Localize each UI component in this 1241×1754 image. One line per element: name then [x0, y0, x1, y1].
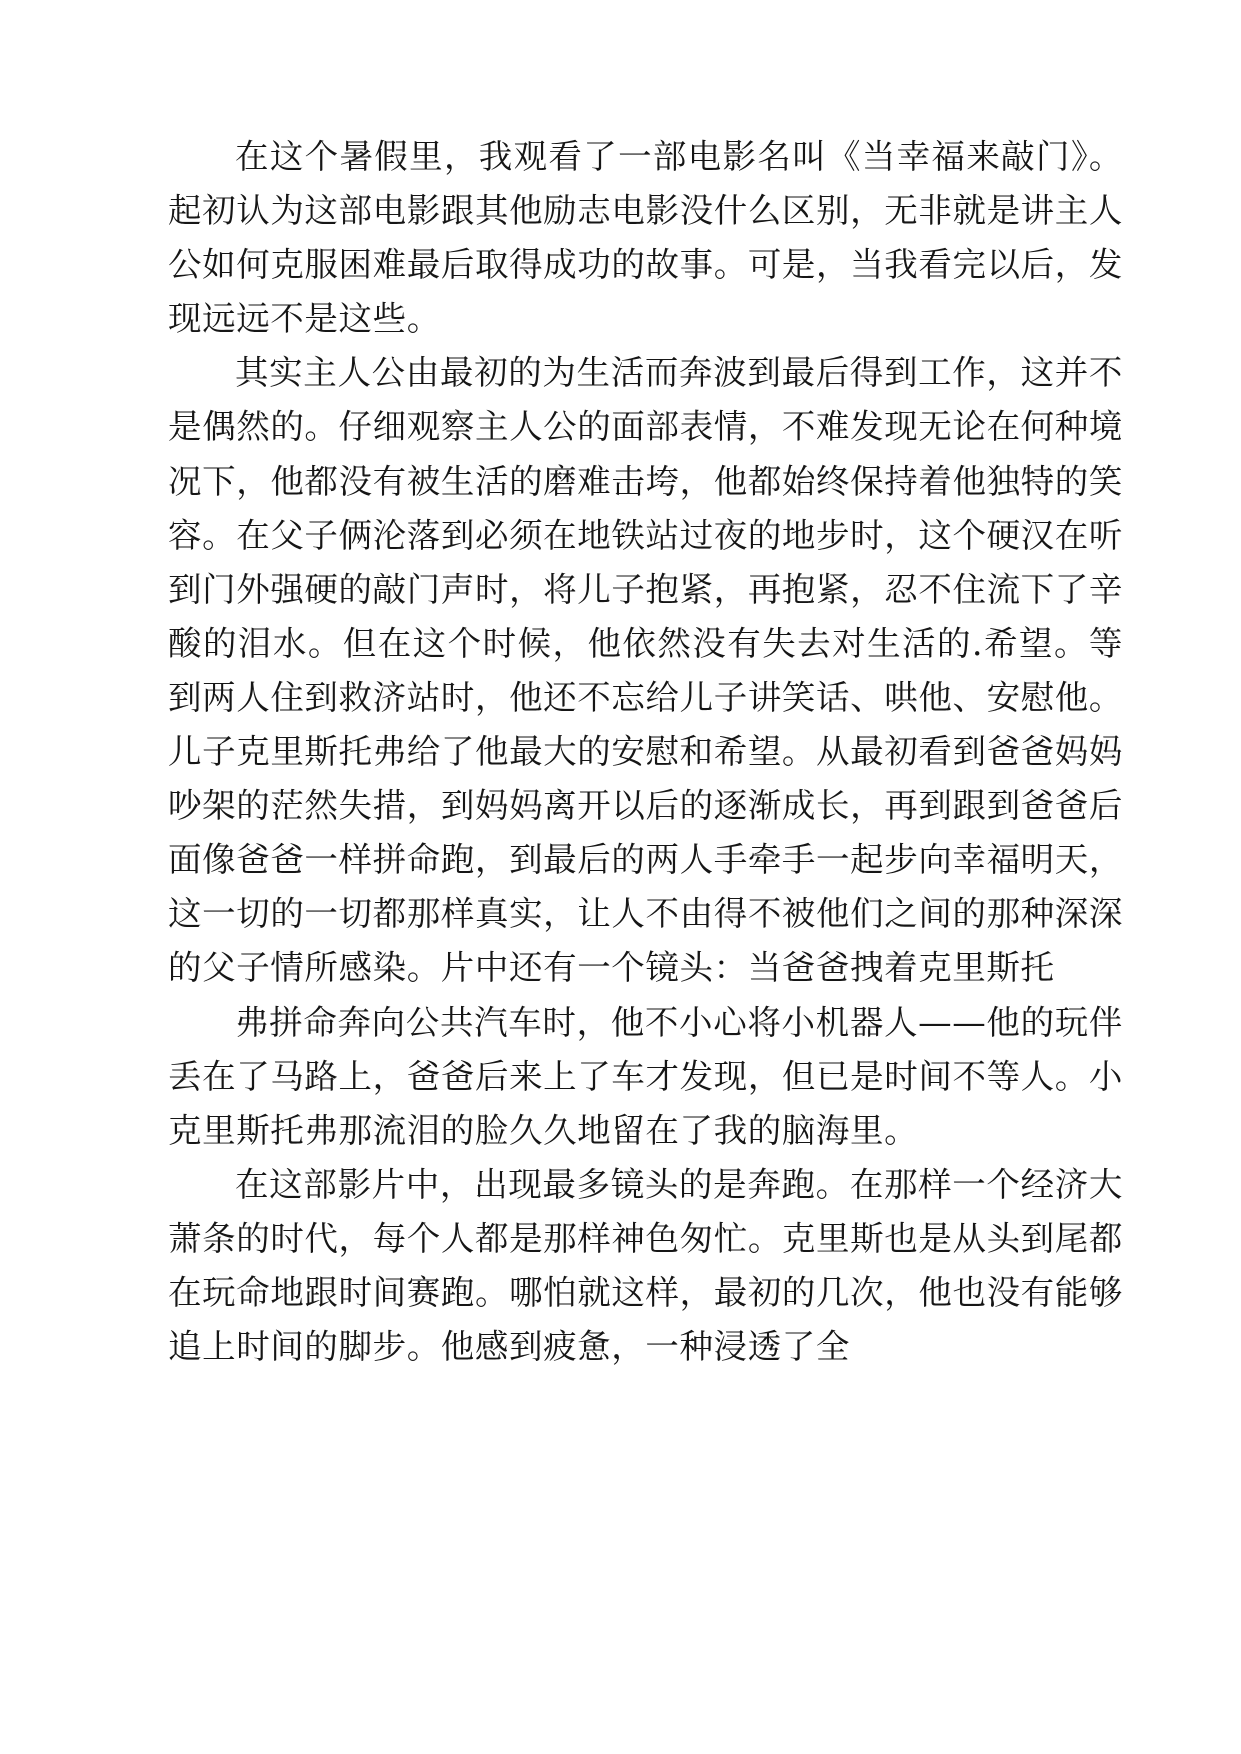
document-body — [168, 130, 1123, 1374]
paragraph-3: 弗拼命奔向公共汽车时，他不小心将小机器人——他的玩伴丢在了马路上，爸爸后来上了车才发现，但已是时间不等人。小克里斯托弗那流泪的脸久久地留在了我的脑海里。 — [168, 1002, 1123, 1150]
paragraph-1: 在这个暑假里，我观看了一部电影名叫《当幸福来敲门》。起初认为这部电影跟其他励志电影没什么区别，无非就是讲主人公如何克服困难最后取得成功的故事。可是，当我看完以后，发现远远不是这些。 — [168, 137, 1123, 339]
paragraph-2: 其实主人公由最初的为生活而奔波到最后得到工作，这并不是偶然的。仔细观察主人公的面部表情，不难发现无论在何种境况下，他都没有被生活的磨难击垮，他都始终保持着他独特的笑容。在父子俩沦落到必须在地铁站过夜的地步时，这个硬汉在听到门外强硬的敲门声时，将儿子抱紧，再抱紧，忍不住流下了辛酸的泪水。但在这个时候，他依然没有失去对生活的.希望。等到两人住到救济站时，他还不忘给儿子讲笑话、哄他、安慰他。儿子克里斯托弗给了他最大的安慰和希望。从最初看到爸爸妈妈吵架的茫然失措，到妈妈离开以后的逐渐成长，再到跟到爸爸后面像爸爸一样拼命跑，到最后的两人手牵手一起步向幸福明天，这一切的一切都那样真实，让人不由得不被他们之间的那种深深的父子情所感染。片中还有一个镜头：当爸爸拽着克里斯托 — [168, 353, 1123, 988]
paragraph-4: 在这部影片中，出现最多镜头的是奔跑。在那样一个经济大萧条的时代，每个人都是那样神色匆忙。克里斯也是从头到尾都在玩命地跟时间赛跑。哪怕就这样，最初的几次，他也没有能够追上时间的脚步。他感到疲惫，一种浸透了全 — [168, 1164, 1123, 1367]
